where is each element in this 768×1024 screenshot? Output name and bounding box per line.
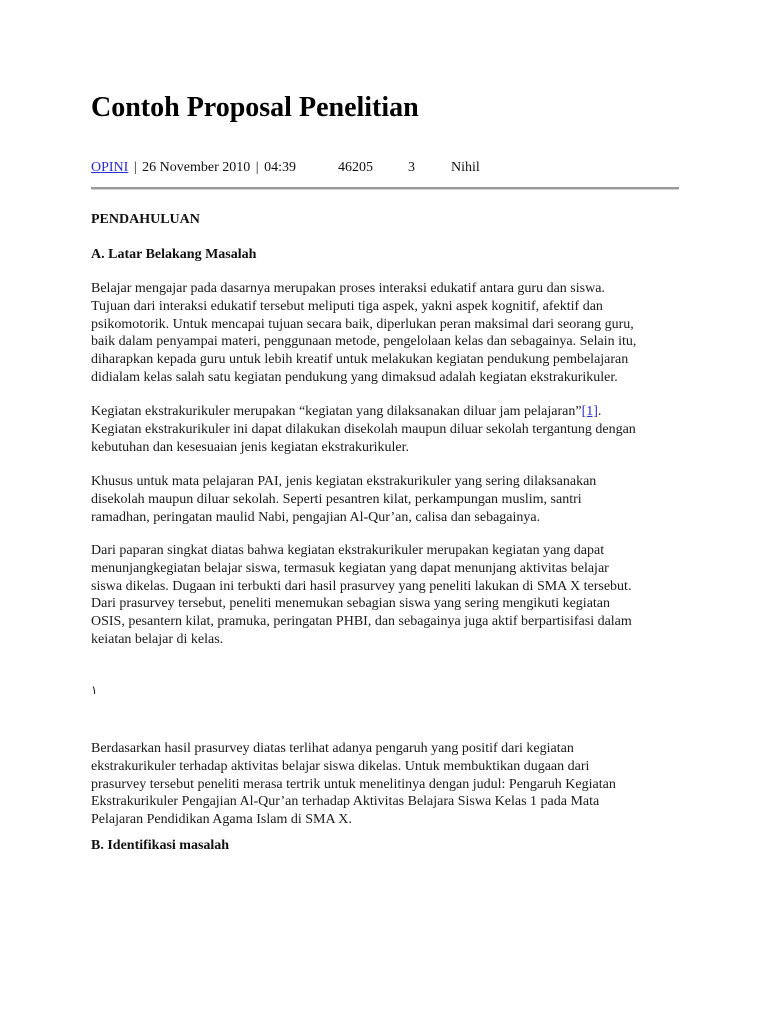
meta-separator: | xyxy=(255,160,259,175)
rating-value: Nihil xyxy=(451,160,480,175)
text-line: siswa dikelas. Dugaan ini terbukti dari hasil prasurvey yang peneliti lakukan di SMA X tersebut. xyxy=(91,578,632,594)
text-line: Dari prasurvey tersebut, peneliti menemukan sebagian siswa yang sering mengikuti kegiatan xyxy=(91,596,611,612)
text-line: ekstrakurikuler terhadap aktivitas belajar siswa dikelas. Untuk membuktikan dugaan dari xyxy=(91,758,590,774)
post-date: 26 November 2010 xyxy=(142,160,251,175)
text-line: kebutuhan dan kesesuaian jenis kegiatan ekstrakurikuler. xyxy=(91,439,410,455)
horizontal-divider xyxy=(91,187,679,190)
text-line: Pelajaran Pendidikan Agama Islam di SMA X. xyxy=(91,812,352,828)
meta-separator: | xyxy=(133,160,137,175)
subheading-identifikasi-masalah: B. Identifikasi masalah xyxy=(91,838,230,853)
text-line: Khusus untuk mata pelajaran PAI, jenis kegiatan ekstrakurikuler yang sering dilaksanakan xyxy=(91,474,597,489)
subheading-latar-belakang: A. Latar Belakang Masalah xyxy=(91,247,257,262)
text-segment: . xyxy=(597,404,602,419)
text-line: OSIS, pesantern kilat, pramuka, peringatan PHBI, dan sebagainya juga aktif berpartisifasi dalam xyxy=(91,614,632,630)
text-line: didialam kelas salah satu kegiatan pendukung yang dimaksud adalah kegiatan ekstrakurikuler. xyxy=(91,369,618,385)
view-count: 46205 xyxy=(338,160,373,175)
text-line: Berdasarkan hasil prasurvey diatas terlihat adanya pengaruh yang positif dari kegiatan xyxy=(91,741,574,756)
text-line: ramadhan, peringatan maulid Nabi, pengajian Al-Qur’an, calisa dan sebagainya. xyxy=(91,509,541,525)
text-line: prasurvey tersebut peneliti merasa tertrik untuk menelitinya dengan judul: Pengaruh Kegiatan xyxy=(91,776,616,792)
footnote-marker: ١ xyxy=(91,683,98,697)
page-title: Contoh Proposal Penelitian xyxy=(91,92,419,123)
text-line: diharapkan kepada guru untuk lebih kreatif untuk melakukan kegiatan pendukung pembelajaran xyxy=(91,352,629,368)
paragraph-3 xyxy=(91,473,711,526)
text-line: Belajar mengajar pada dasarnya merupakan proses interaksi edukatif antara guru dan siswa. xyxy=(91,281,605,296)
article-meta xyxy=(91,159,480,177)
paragraph-5 xyxy=(91,740,711,829)
text-line: Dari paparan singkat diatas bahwa kegiatan ekstrakurikuler merupakan kegiatan yang dapat xyxy=(91,543,605,558)
post-time: 04:39 xyxy=(264,160,296,175)
section-heading-pendahuluan: PENDAHULUAN xyxy=(91,212,200,227)
text-line: disekolah maupun diluar sekolah. Seperti pesantren kilat, perkampungan muslim, santri xyxy=(91,491,582,507)
category-link[interactable]: OPINI xyxy=(91,160,129,175)
paragraph-4 xyxy=(91,542,711,649)
paragraph-2 xyxy=(91,403,711,456)
text-line: menunjangkegiatan belajar siswa, termasuk kegiatan yang dapat menunjang aktivitas belajar xyxy=(91,560,609,576)
text-line: Kegiatan ekstrakurikuler ini dapat dilakukan disekolah maupun diluar sekolah tergantung dengan xyxy=(91,421,636,437)
text-line: Ekstrakurikuler Pengajian Al-Qur’an terhadap Aktivitas Belajara Siswa Kelas 1 pada Mata xyxy=(91,794,600,810)
text-segment: Kegiatan ekstrakurikuler merupakan “kegiatan yang dilaksanakan diluar jam pelajaran” xyxy=(91,404,582,419)
text-line: keiatan belajar di kelas. xyxy=(91,631,224,647)
text-line: Tujuan dari interaksi edukatif tersebut meliputi tiga aspek, yakni aspek kognitif, afektif dan xyxy=(91,298,603,314)
text-line: psikomotorik. Untuk mencapai tujuan secara baik, diperlukan peran maksimal dari seorang guru, xyxy=(91,316,634,332)
comment-count: 3 xyxy=(408,160,415,175)
footnote-link-1[interactable]: [1] xyxy=(581,404,598,419)
text-line xyxy=(91,403,711,421)
text-line: baik dalam penyampai materi, penggunaan metode, pengelolaan kelas dan sebagainya. Selain itu, xyxy=(91,334,637,350)
paragraph-1 xyxy=(91,280,711,387)
